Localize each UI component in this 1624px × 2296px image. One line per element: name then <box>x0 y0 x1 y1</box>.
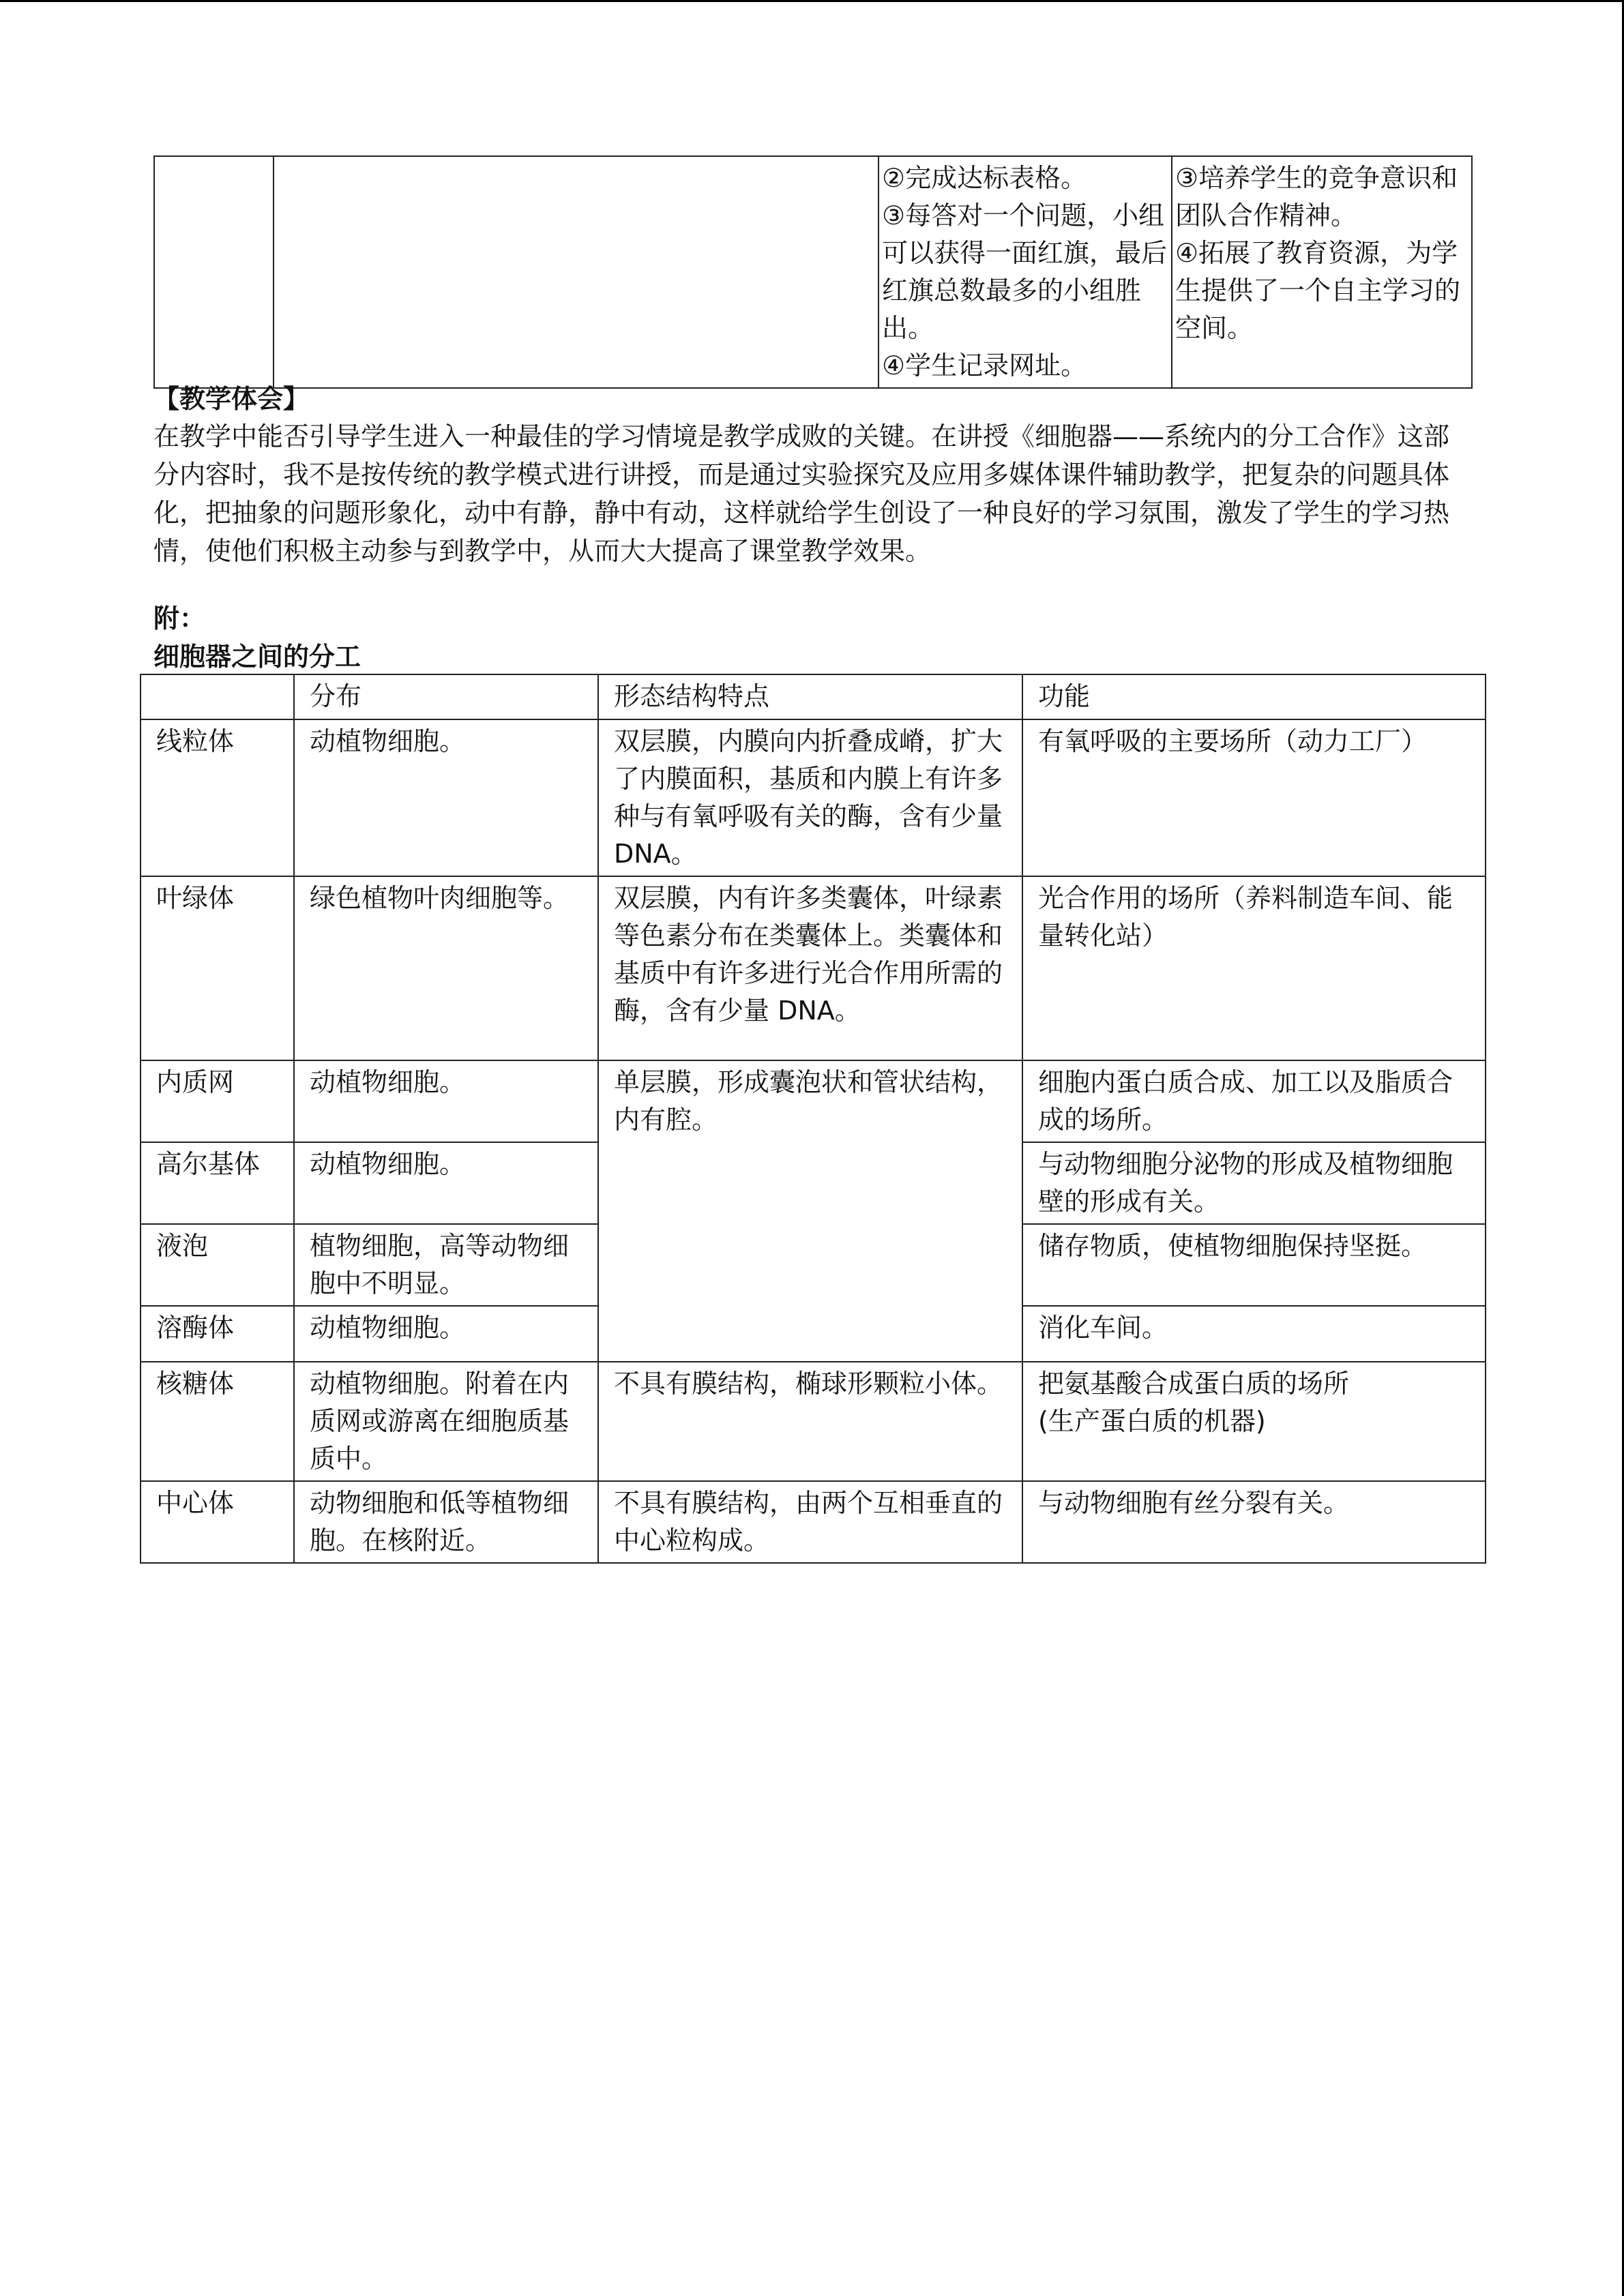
empty-cell <box>154 156 274 388</box>
function-cell: 储存物质，使植物细胞保持坚挺。 <box>1022 1224 1486 1306</box>
function-cell: 与动物细胞有丝分裂有关。 <box>1022 1481 1486 1563</box>
student-activity-cell <box>879 156 1172 388</box>
organelle-name: 溶酶体 <box>141 1306 294 1362</box>
organelle-name: 液泡 <box>141 1224 294 1306</box>
lesson-plan-table-continuation <box>153 155 1473 389</box>
function-line: (生产蛋白质的机器) <box>1038 1406 1266 1436</box>
organelle-name: 中心体 <box>141 1481 294 1563</box>
distribution-cell: 动植物细胞。 <box>294 719 598 876</box>
design-intent-cell <box>1172 156 1472 388</box>
organelle-name: 核糖体 <box>141 1362 294 1481</box>
header-cell <box>141 674 294 719</box>
table-header-row <box>141 674 1486 719</box>
empty-cell <box>274 156 879 388</box>
function-cell: 消化车间。 <box>1022 1306 1486 1362</box>
table-row <box>141 876 1486 1060</box>
reflection-paragraph: 在教学中能否引导学生进入一种最佳的学习情境是教学成败的关键。在讲授《细胞器——系统内的分工合作》这部分内容时，我不是按传统的教学模式进行讲授，而是通过实验探究及应用多媒体课件辅助教学，把复杂的问题具体化，把抽象的问题形象化，动中有静，静中有动，这样就给学生创设了一种良好的学习氛围，激发了学生的学习热情，使他们积极主动参与到教学中，从而大大提高了课堂教学效果。 <box>153 421 1450 566</box>
structure-cell: 不具有膜结构，椭球形颗粒小体。 <box>598 1362 1022 1481</box>
header-cell: 分布 <box>294 674 598 719</box>
organelle-name: 高尔基体 <box>141 1142 294 1224</box>
structure-cell-merged: 单层膜，形成囊泡状和管状结构，内有腔。 <box>598 1060 1022 1362</box>
table-row <box>141 1060 1486 1142</box>
header-cell: 功能 <box>1022 674 1486 719</box>
distribution-cell: 动物细胞和低等植物细胞。在核附近。 <box>294 1481 598 1563</box>
list-item: ④拓展了教育资源，为学生提供了一个自主学习的空间。 <box>1175 238 1461 343</box>
function-cell: 细胞内蛋白质合成、加工以及脂质合成的场所。 <box>1022 1060 1486 1142</box>
header-cell: 形态结构特点 <box>598 674 1022 719</box>
distribution-cell: 动植物细胞。附着在内质网或游离在细胞质基质中。 <box>294 1362 598 1481</box>
function-cell: 有氧呼吸的主要场所（动力工厂） <box>1022 719 1486 876</box>
function-cell <box>1022 1362 1486 1481</box>
table-row <box>141 1362 1486 1481</box>
reflection-heading: 【教学体会】 <box>153 384 310 414</box>
distribution-cell: 植物细胞，高等动物细胞中不明显。 <box>294 1224 598 1306</box>
structure-cell: 双层膜，内有许多类囊体，叶绿素等色素分布在类囊体上。类囊体和基质中有许多进行光合作用所需的酶，含有少量 DNA。 <box>598 876 1022 1060</box>
structure-cell: 不具有膜结构，由两个互相垂直的中心粒构成。 <box>598 1481 1022 1563</box>
structure-cell: 双层膜，内膜向内折叠成嵴，扩大了内膜面积，基质和内膜上有许多种与有氧呼吸有关的酶，含有少量 DNA。 <box>598 719 1022 876</box>
organelle-name: 叶绿体 <box>141 876 294 1060</box>
distribution-cell: 绿色植物叶肉细胞等。 <box>294 876 598 1060</box>
list-item: ②完成达标表格。 <box>882 163 1087 193</box>
organelle-name: 线粒体 <box>141 719 294 876</box>
appendix-label: 附： <box>153 603 206 633</box>
list-item: ③培养学生的竞争意识和团队合作精神。 <box>1175 163 1458 230</box>
table-row <box>154 156 1472 388</box>
page-border-top <box>0 0 1624 2</box>
table-title: 细胞器之间的分工 <box>153 642 361 672</box>
function-cell: 与动物细胞分泌物的形成及植物细胞壁的形成有关。 <box>1022 1142 1486 1224</box>
function-line: 把氨基酸合成蛋白质的场所 <box>1038 1369 1350 1399</box>
organelle-name: 内质网 <box>141 1060 294 1142</box>
list-item: ③每答对一个问题，小组可以获得一面红旗，最后红旗总数最多的小组胜出。 <box>882 200 1168 343</box>
list-item: ④学生记录网址。 <box>882 351 1087 381</box>
distribution-cell: 动植物细胞。 <box>294 1060 598 1142</box>
table-row <box>141 1481 1486 1563</box>
organelle-division-table <box>140 674 1486 1564</box>
distribution-cell: 动植物细胞。 <box>294 1306 598 1362</box>
distribution-cell: 动植物细胞。 <box>294 1142 598 1224</box>
function-cell: 光合作用的场所（养料制造车间、能量转化站） <box>1022 876 1486 1060</box>
table-row <box>141 719 1486 876</box>
